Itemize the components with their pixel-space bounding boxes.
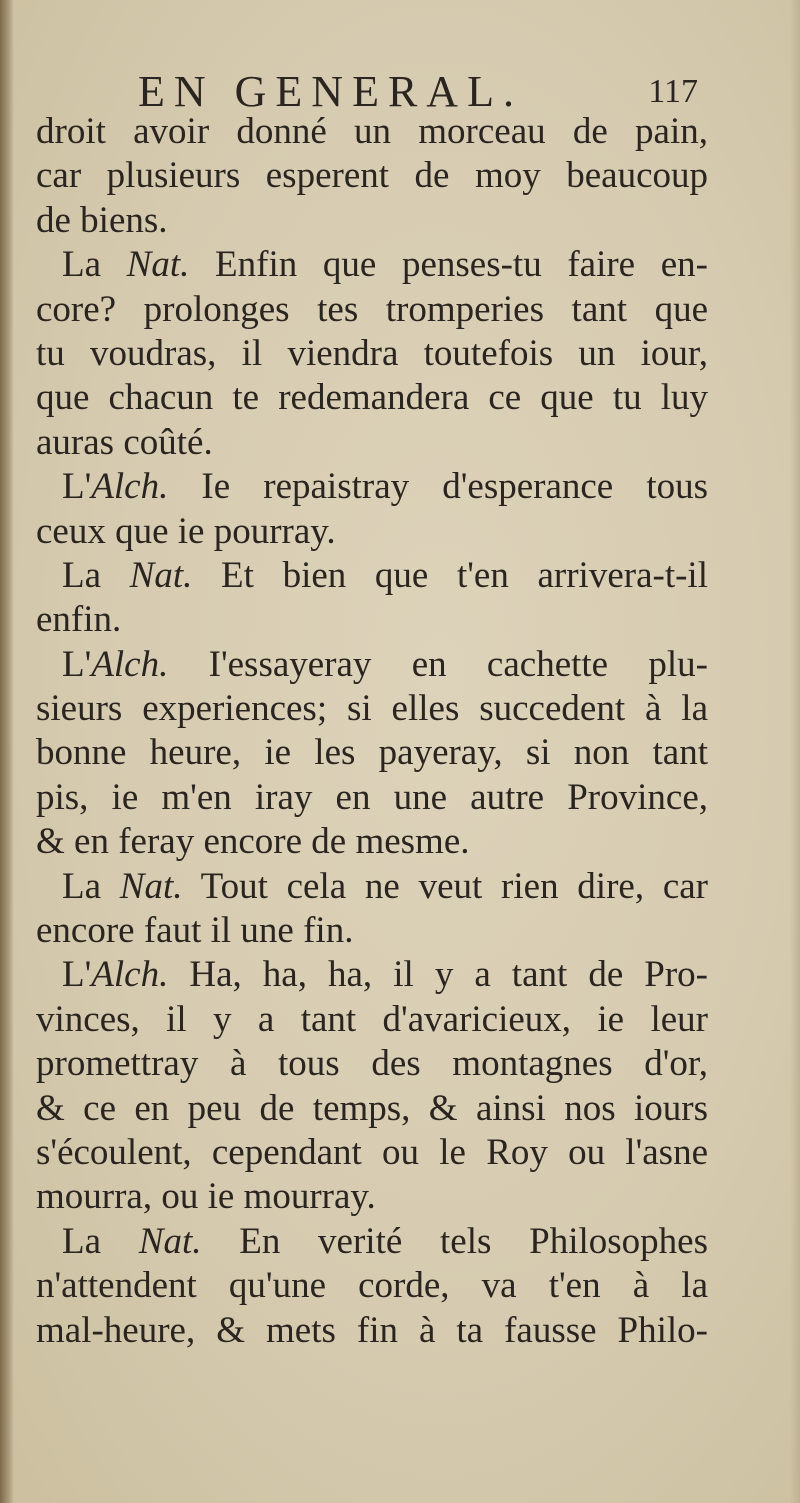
text-line [36,909,708,953]
text-line [36,154,708,198]
text-line [36,953,708,997]
speaker-label: Nat. [138,1220,202,1262]
line-text: ceux que ie pourray. [36,510,336,552]
text-line [36,376,708,420]
text-line [36,687,708,731]
speaker-article: La [62,554,130,596]
speaker-label: Nat. [126,244,190,286]
speaker-article: La [62,1220,139,1262]
line-text: mal-heure, & mets fin à ta fausse Philo- [36,1309,708,1351]
text-line [36,643,708,687]
text-line [36,1264,708,1308]
speaker-label: Alch. [91,954,169,996]
line-text: Tout cela ne veut rien dire, car [182,865,708,907]
text-line [36,1087,708,1131]
text-line [36,199,708,243]
line-text: sieurs experiences; si elles succedent à la [36,688,708,730]
line-text: pis, ie m'en iray en une autre Province, [36,776,708,818]
text-line [36,865,708,909]
text-line [36,332,708,376]
speaker-label: Alch. [91,643,169,685]
text-line [36,776,708,820]
text-line [36,1042,708,1086]
speaker-label: Nat. [119,865,183,907]
line-text: Ie repaistray d'esperance tous [168,466,708,508]
line-text: vinces, il y a tant d'avaricieux, ie leur [36,998,708,1040]
speaker-article: La [62,865,120,907]
text-line [36,510,708,554]
running-head: EN GENERAL. [138,67,523,116]
text-line [36,1309,708,1353]
page-number: 117 [648,73,698,110]
body-text [36,110,708,1353]
speaker-article: L' [62,466,92,508]
text-line [36,421,708,465]
line-text: mourra, ou ie mourray. [36,1176,376,1218]
text-line [36,243,708,287]
line-text: tu voudras, il viendra toutefois un iour, [36,332,708,374]
text-line [36,598,708,642]
line-text: Enfin que penses-tu faire en- [189,244,708,286]
line-text: car plusieurs esperent de moy beaucoup [36,155,708,197]
text-line [36,731,708,775]
text-line [36,110,708,154]
line-text: auras coûté. [36,421,213,463]
text-line [36,820,708,864]
text-line [36,1131,708,1175]
line-text: de biens. [36,199,168,241]
speaker-article: L' [62,643,92,685]
line-text: droit avoir donné un morceau de pain, [36,111,708,152]
line-text: I'essayeray en cachette plu- [168,643,708,685]
line-text: que chacun te redemandera ce que tu luy [36,377,708,419]
line-text: s'écoulent, cependant ou le Roy ou l'asne [36,1131,708,1173]
text-line [36,1175,708,1219]
line-text: n'attendent qu'une corde, va t'en à la [36,1265,708,1307]
text-line [36,998,708,1042]
speaker-article: La [62,244,127,286]
line-text: bonne heure, ie les payeray, si non tant [36,732,708,774]
text-line [36,554,708,598]
line-text: Et bien que t'en arrivera-t-il [192,554,708,596]
text-line [36,288,708,332]
speaker-label: Nat. [129,554,193,596]
line-text: & en feray encore de mesme. [36,821,470,863]
line-text: encore faut il une fin. [36,910,354,952]
line-text: & ce en peu de temps, & ainsi nos iours [36,1087,708,1129]
line-text: enfin. [36,599,122,641]
text-line [36,1220,708,1264]
speaker-article: L' [62,954,92,996]
text-line [36,465,708,509]
page-edge [790,0,800,1503]
binding-shadow [0,0,14,1503]
line-text: promettray à tous des montagnes d'or, [36,1043,708,1085]
speaker-label: Alch. [91,466,169,508]
line-text: core? prolonges tes tromperies tant que [36,288,708,330]
line-text: Ha, ha, ha, il y a tant de Pro- [168,954,708,996]
line-text: En verité tels Philosophes [201,1220,708,1262]
